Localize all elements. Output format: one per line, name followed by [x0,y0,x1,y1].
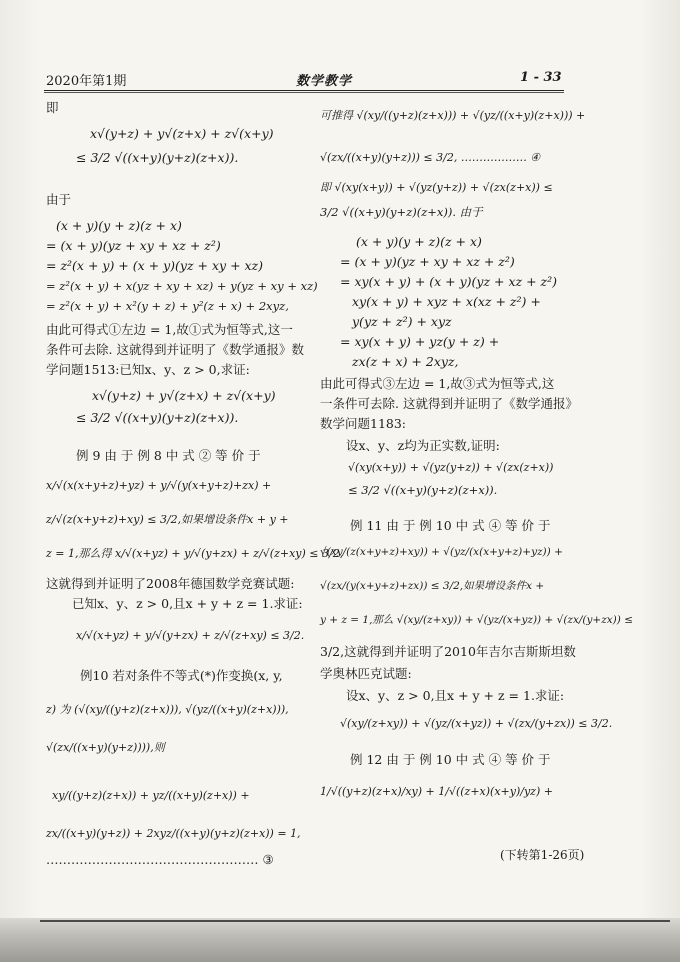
formula-line: = (x + y)(yz + xy + xz + z²) [340,254,515,269]
formula-line: x/√(x(x+y+z)+yz) + y/√(y(x+y+z)+zx) + [46,479,272,492]
text-line: 即 [46,100,59,115]
formula-line: 3/2 √((x+y)(y+z)(z+x)). 由于 [320,205,483,219]
formula-line: 即 √(xy(x+y)) + √(yz(y+z)) + √(zx(z+x)) ≤ [320,181,553,194]
formula-line: x/√(x+yz) + y/√(y+zx) + z/√(z+xy) ≤ 3/2. [76,629,305,642]
formula-line: = z²(x + y) + (x + y)(yz + xy + xz) [46,258,264,273]
formula-line: z) 为 (√(xy/((y+z)(z+x))), √(yz/((x+y)(z+x))), [46,703,289,716]
formula-line: √(zx/(y(x+y+z)+zx)) ≤ 3/2,如果增设条件x + [320,580,545,592]
equation-number-line: …………………………………………… ③ [46,852,274,867]
formula-line: y + z = 1,那么 √(xy/(z+xy)) + √(yz/(x+yz)) + √(zx/(y+zx)) ≤ [320,614,634,626]
formula-line: √(xy/(z+xy)) + √(yz/(x+yz)) + √(zx/(y+zx)) ≤ 3/2. [340,717,613,730]
text-line: 一条件可去除. 这就得到并证明了《数学通报》 [320,396,578,411]
text-line: 条件可去除. 这就得到并证明了《数学通报》数 [46,342,304,357]
formula-line: √(xy(x+y)) + √(yz(y+z)) + √(zx(z+x)) [348,461,554,474]
formula-line: ≤ 3/2 √((x+y)(y+z)(z+x)). [76,410,239,425]
text-line: 设x、y、z > 0,且x + y + z = 1.求证: [346,688,565,703]
formula-line: x√(y+z) + y√(z+x) + z√(x+y) [92,388,276,403]
formula-line: ≤ 3/2 √((x+y)(y+z)(z+x)). [348,483,498,497]
text-line: 3/2,这就得到并证明了2010年吉尔吉斯斯坦数 [320,644,576,659]
text-line: 设x、y、z均为正实数,证明: [346,438,500,453]
formula-line: = z²(x + y) + x(yz + xy + xz) + y(yz + xy + xz) [46,279,318,293]
example-heading: 例 12 由 于 例 10 中 式 ④ 等 价 于 [350,752,551,767]
formula-line: 1/√((y+z)(z+x)/xy) + 1/√((z+x)(x+y)/yz) + [320,785,553,798]
formula-line: (x + y)(y + z)(z + x) [56,218,182,233]
formula-line: = xy(x + y) + (x + y)(yz + xz + z²) [340,274,558,289]
formula-line: ≤ 3/2 √((x+y)(y+z)(z+x)). [76,150,239,165]
formula-line: = (x + y)(yz + xy + xz + z²) [46,238,221,253]
formula-line: zx(z + x) + 2xyz, [352,354,459,369]
formula-line: √(zx/((x+y)(y+z)))),则 [46,741,165,754]
text-line: 已知x、y、z > 0,且x + y + z = 1.求证: [72,596,303,611]
text-line: 学奥林匹克试题: [320,666,412,681]
page-bottom-shadow [0,918,680,962]
formula-line: z = 1,那么得 x/√(x+yz) + y/√(y+zx) + z/√(z+xy) ≤ 3/2, [46,547,344,560]
header-issue: 2020年第1期 [46,74,127,89]
formula-line: √(zx/((x+y)(y+z))) ≤ 3/2, ……………… ④ [320,151,541,164]
example-heading: 例 9 由 于 例 8 中 式 ② 等 价 于 [76,448,261,463]
header-rule [44,90,564,91]
formula-line: xy/((y+z)(z+x)) + yz/((x+y)(z+x)) + [52,789,250,802]
text-line: 由此可得式①左边 = 1,故①式为恒等式,这一 [46,322,293,337]
formula-line: x√(y+z) + y√(z+x) + z√(x+y) [90,126,274,141]
formula-line: √(xy/(z(x+y+z)+xy)) + √(yz/(x(x+y+z)+yz)) + [320,546,563,558]
formula-line: = xy(x + y) + yz(y + z) + [340,334,500,349]
formula-line: xy(x + y) + xyz + x(xz + z²) + [352,294,541,309]
formula-line: 可推得 √(xy/((y+z)(z+x))) + √(yz/((x+y)(z+x))) + [320,109,586,122]
text-line: 数学问题1183: [320,416,407,431]
text-line: 由于 [46,192,72,207]
text-line: 学问题1513:已知x、y、z > 0,求证: [46,362,250,377]
formula-line: z/√(z(x+y+z)+xy) ≤ 3/2,如果增设条件x + y + [46,513,289,526]
example-heading: 例 11 由 于 例 10 中 式 ④ 等 价 于 [350,518,551,533]
text-line: 由此可得式③左边 = 1,故③式为恒等式,这 [320,376,555,391]
text-line: 这就得到并证明了2008年德国数学竞赛试题: [46,576,295,591]
header-page-number: 1 - 33 [520,70,562,85]
formula-line: (x + y)(y + z)(z + x) [356,234,482,249]
continued-note: (下转第1-26页) [500,848,585,862]
example-heading: 例10 若对条件不等式(*)作变换(x, y, [80,668,283,683]
header-journal-title: 数学教学 [296,74,353,89]
formula-line: zx/((x+y)(y+z)) + 2xyz/((x+y)(y+z)(z+x)) = 1, [46,827,301,840]
formula-line: y(yz + z²) + xyz [352,314,452,329]
formula-line: = z²(x + y) + x²(y + z) + y²(z + x) + 2xyz, [46,299,289,313]
page-bottom-edge [40,920,670,922]
header-rule-thin [44,92,564,93]
